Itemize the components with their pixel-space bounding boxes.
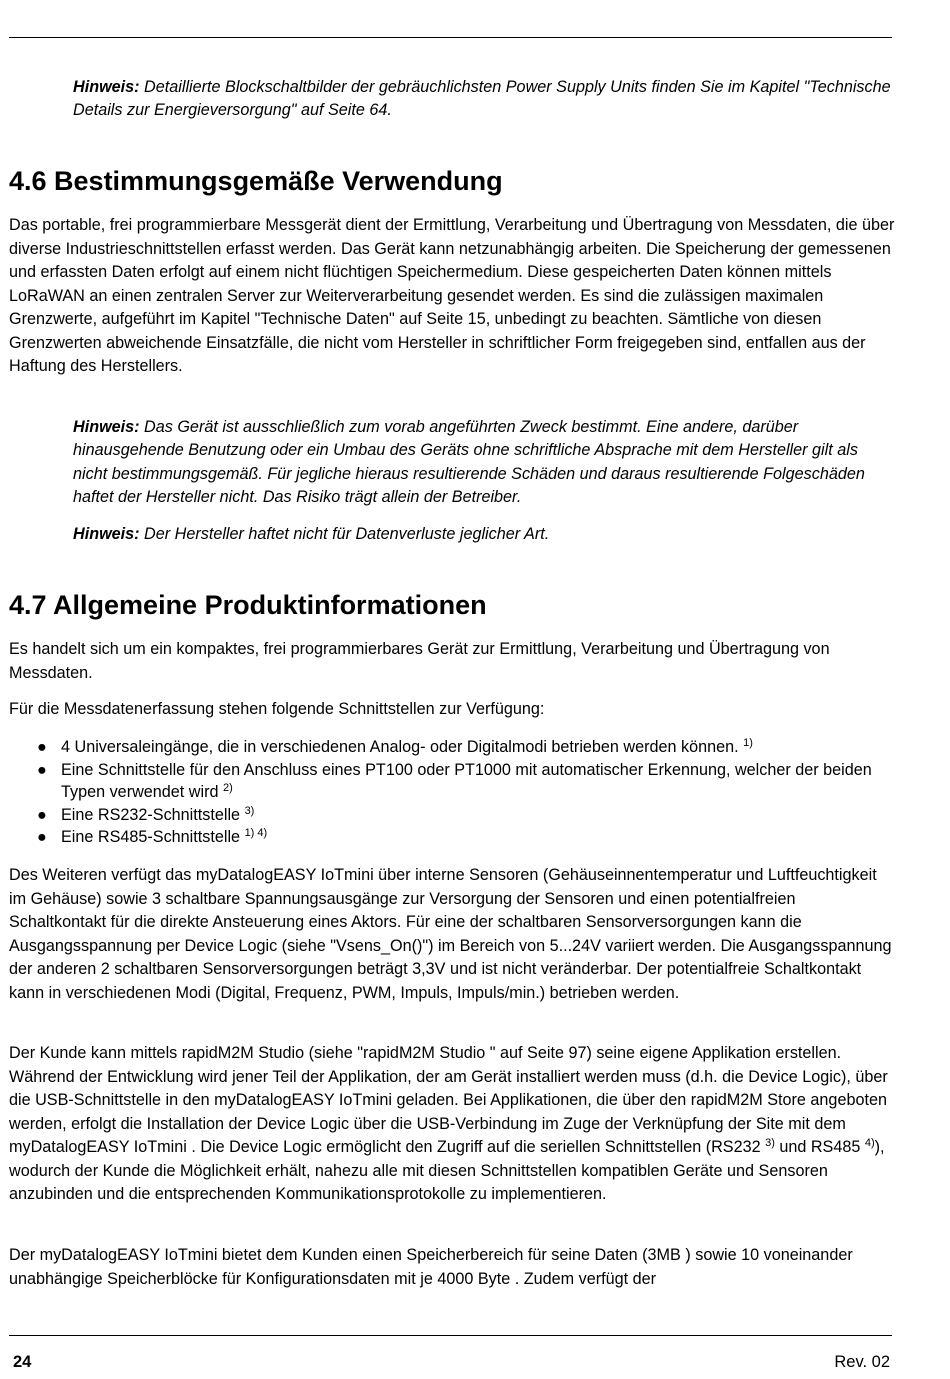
bullet-icon: ●: [37, 760, 47, 779]
note-label: Hinweis:: [73, 418, 140, 436]
paragraph-text: und RS485: [774, 1138, 865, 1156]
paragraph-text: Der Kunde kann mittels rapidM2M Studio (siehe "rapidM2M Studio " auf Seite 97) seine eigene Applikation erstellen. Während der Entwicklung wird jener Teil der Applikation, der am Gerät installiert werden muss (d.h. die Device Logic), über die USB-Schnittstelle in den myDatalogEASY IoTmini geladen. Bei Applikationen, die über den rapidM2M Store angeboten werden, erfolgt die Installation der Device Logic über die USB-Verbindung im Zuge der Verknüpfung der Site mit dem myDatalogEASY IoTmini . Die Device Logic ermöglicht den Zugriff auf die seriellen Schnittstellen (RS232: [9, 1044, 888, 1156]
bullet-icon: ●: [37, 805, 47, 824]
list-item: [9, 736, 895, 759]
paragraph-memory: Der myDatalogEASY IoTmini bietet dem Kunden einen Speicherbereich für seine Daten (3MB ) sowie 10 voneinander unabhängige Speicherblöcke für Konfigurationsdaten mit je 4000 Byte . Zudem verfügt der: [9, 1246, 853, 1288]
list-item: [9, 826, 895, 849]
list-item: [9, 804, 895, 827]
paragraph-text: ), wodurch der Kunde die Möglichkeit erhält, nahezu alle mit diesen Schnittstellen kompatiblen Geräte und Sensoren anzubinden und die entsprechenden Kommunikationsprotokolle zu implementieren.: [9, 1138, 885, 1203]
paragraph-intended-use: Das portable, frei programmierbare Messgerät dient der Ermittlung, Verarbeitung und Übertragung von Messdaten, die über diverse Industrieschnittstellen erfasst werden. Das Gerät kann netzunabhängig arbeiten. Die Speicherung der gemessenen und erfassten Daten erfolgt auf einem nicht flüchtigen Speichermedium. Diese gespeicherten Daten können mittels LoRaWAN an einen zentralen Server zur Weiterverarbeitung gesendet werden. Es sind die zulässigen maximalen Grenzwerte, aufgeführt im Kapitel "Technische Daten" auf Seite 15, unbedingt zu beachten. Sämtliche von diesen Grenzwerten abweichende Einsatzfälle, die nicht vom Hersteller in schriftlicher Form freigegeben sind, entfallen aus der Haftung des Herstellers.: [9, 216, 895, 375]
note-text: Detaillierte Blockschaltbilder der gebräuchlichsten Power Supply Units finden Sie im Kapitel "Technische Details zur Energieversorgung" auf Seite 64.: [73, 78, 891, 120]
paragraph-interfaces-intro: Für die Messdatenerfassung stehen folgende Schnittstellen zur Verfügung:: [9, 700, 545, 718]
header-rule: [9, 37, 892, 38]
paragraph-sensors: Des Weiteren verfügt das myDatalogEASY IoTmini über interne Sensoren (Gehäuseinnentemperatur und Luftfeuchtigkeit im Gehäuse) sowie 3 schaltbare Spannungsausgänge zur Versorgung der Sensoren und einen potentialfreien Schaltkontakt für die direkte Ansteuerung eines Aktors. Für eine der schaltbaren Sensorversorgungen kann die Ausgangsspannung per Device Logic (siehe "Vsens_On()") im Bereich von 5...24V variiert werden. Die Ausgangsspannung der anderen 2 schaltbaren Sensorversorgungen beträgt 3,3V und ist nicht veränderbar. Der potentialfreie Schaltkontakt kann in verschiedenen Modi (Digital, Frequenz, PWM, Impuls, Impuls/min.) betrieben werden.: [9, 866, 892, 1002]
note-data-loss: [73, 523, 895, 546]
footnote-ref: 3): [244, 804, 255, 817]
list-item: [9, 759, 895, 804]
bullet-icon: ●: [37, 738, 47, 756]
footnote-ref: 4): [864, 1137, 875, 1149]
footnote-ref: 1): [743, 737, 753, 749]
revision-label: Rev. 02: [834, 1353, 890, 1371]
page-number: 24: [13, 1353, 32, 1371]
interfaces-list: [9, 736, 895, 849]
heading-4-6: 4.6 Bestimmungsgemäße Verwendung: [9, 166, 503, 196]
note-label: Hinweis:: [73, 525, 140, 543]
list-item-text: Eine RS485-Schnittstelle: [61, 828, 245, 846]
footnote-ref: 3): [765, 1137, 775, 1149]
footnote-ref: 1) 4): [244, 827, 268, 839]
footer-rule: [9, 1335, 892, 1336]
note-block-diagrams: [73, 76, 895, 123]
note-label: Hinweis:: [73, 78, 140, 96]
list-item-text: Eine RS232-Schnittstelle: [61, 805, 245, 824]
note-text: Das Gerät ist ausschließlich zum vorab angeführten Zweck bestimmt. Eine andere, darüber hinausgehende Benutzung oder ein Umbau des Geräts ohne schriftliche Absprache mit dem Hersteller gilt als nicht bestimmungsgemäß. Für jegliche hieraus resultierende Schäden und daraus resultierende Folgeschäden haftet der Hersteller nicht. Das Risiko trägt allein der Betreiber.: [73, 418, 865, 507]
paragraph-product-intro: Es handelt sich um ein kompaktes, frei programmierbares Gerät zur Ermittlung, Verarbeitung und Übertragung von Messdaten.: [9, 640, 830, 682]
footnote-ref: 2): [222, 782, 233, 794]
heading-4-7: 4.7 Allgemeine Produktinformationen: [9, 590, 487, 620]
note-text: Der Hersteller haftet nicht für Datenverluste jeglicher Art.: [139, 525, 550, 543]
note-intended-purpose: [73, 416, 895, 510]
list-item-text: 4 Universaleingänge, die in verschiedenen Analog- oder Digitalmodi betrieben werden können.: [61, 738, 744, 756]
bullet-icon: ●: [37, 828, 47, 846]
list-item-text: Eine Schnittstelle für den Anschluss eines PT100 oder PT1000 mit automatischer Erkennung, welcher der beiden Typen verwendet wird: [61, 760, 872, 801]
paragraph-customer-app: [9, 1042, 895, 1207]
